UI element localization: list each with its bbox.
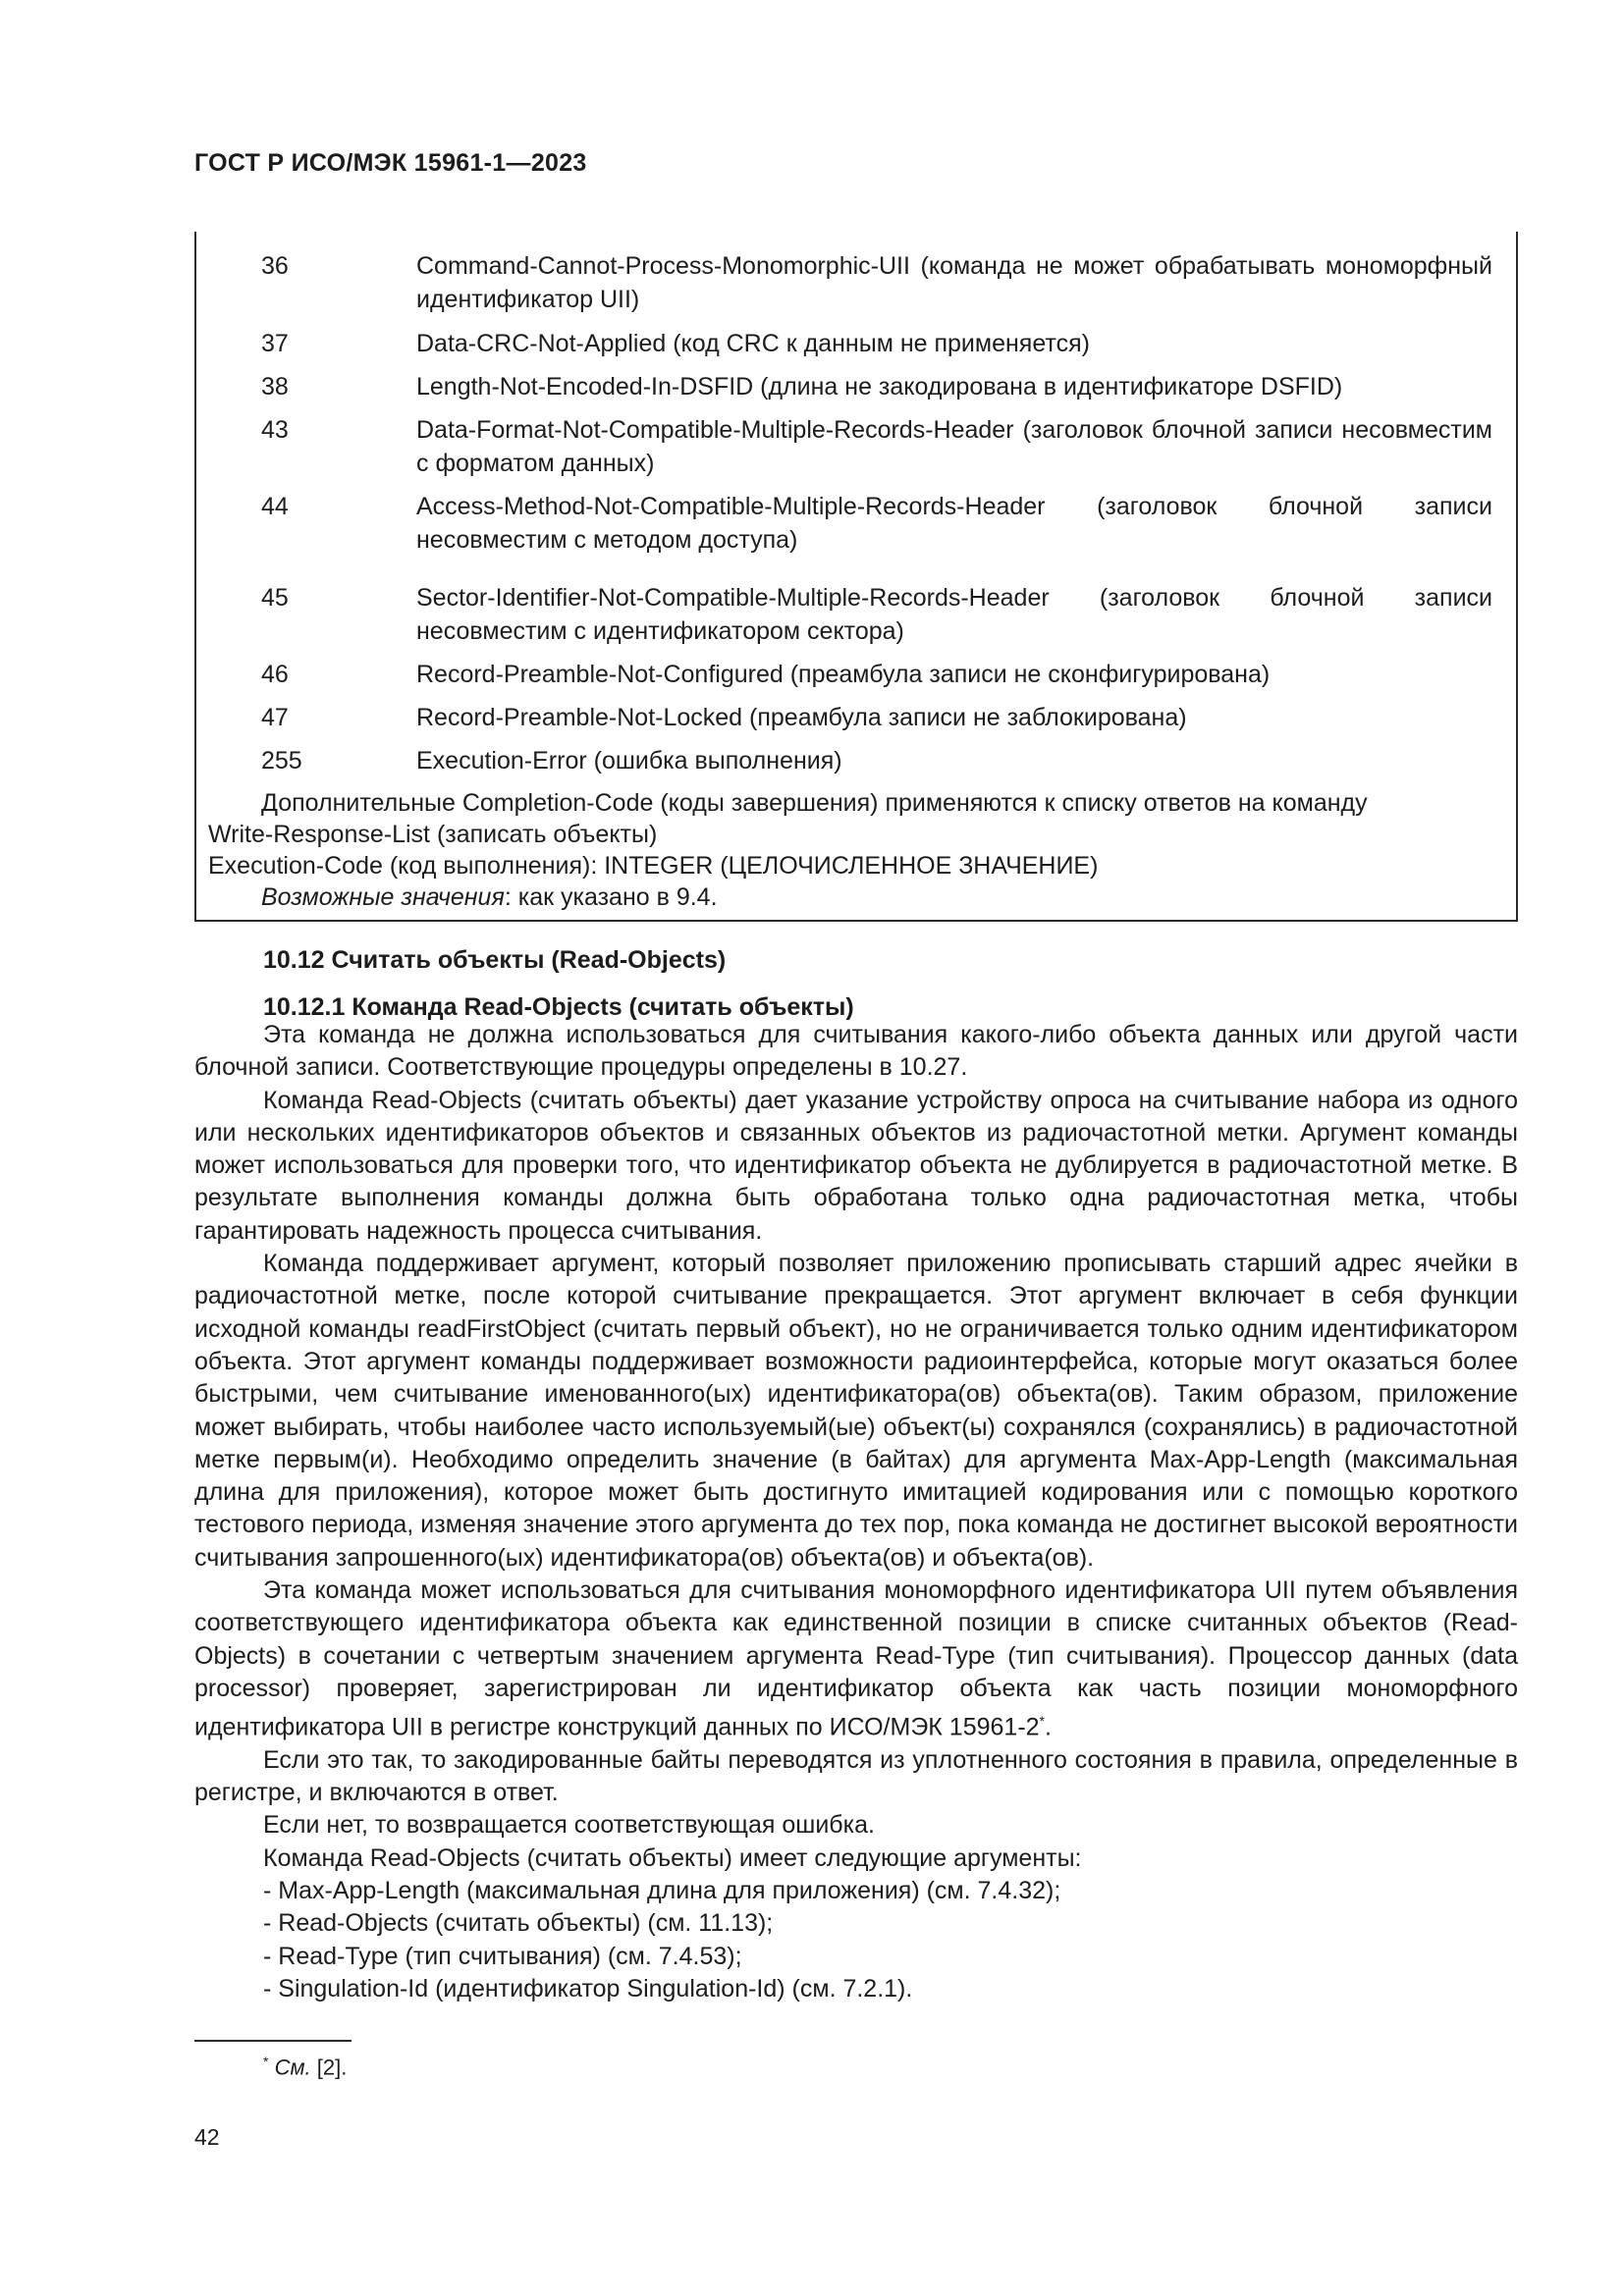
code-value: 46 — [261, 661, 289, 688]
code-description: Length-Not-Encoded-In-DSFID (длина не закодирована в идентификаторе DSFID) — [416, 373, 1343, 400]
code-value: 43 — [261, 416, 289, 444]
additional-codes-text: Дополнительные Completion-Code (коды завершения) применяются к списку ответов на команду — [261, 789, 1368, 817]
execution-code-text: Execution-Code (код выполнения): INTEGER (ЦЕЛОЧИСЛЕННОЕ ЗНАЧЕНИЕ) — [208, 852, 1099, 880]
paragraph: Если нет, то возвращается соответствующая ошибка. — [263, 1811, 875, 1840]
footnote-divider — [194, 2040, 352, 2042]
paragraph: Команда Read-Objects (считать объекты) дает указание устройству опроса на считывание набора из одного или нескольких идентификаторов объектов и связанных объектов из радиочастотной метки. Аргумент команды может использоваться для проверки того, что идентификатор объекта не дублируется в радиочастотной метке. В результате выполнения команды должна быть обработана только одна радиочастотная метка, чтобы гарантировать надежность процесса считывания. — [194, 1086, 1518, 1245]
paragraph: Если это так, то закодированные байты переводятся из уплотненного состояния в правила, определенные в регистре, и включаются в ответ. — [194, 1745, 1518, 1807]
code-description: Data-CRC-Not-Applied (код CRC к данным не применяется) — [416, 330, 1090, 357]
possible-values-text — [261, 881, 718, 913]
code-description: Record-Preamble-Not-Locked (преамбула записи не заблокирована) — [416, 704, 1187, 731]
paragraph: Эта команда не должна использоваться для считывания какого-либо объекта данных или другой части блочной записи. Соответствующие процедуры определены в 10.27. — [194, 1021, 1518, 1082]
footnote-mark: * — [263, 2054, 269, 2069]
code-description: Command-Cannot-Process-Monomorphic-UII (команда не может обрабатывать мономорфный идентификатор UII) — [416, 252, 1492, 313]
list-item: - Singulation-Id (идентификатор Singulation-Id) (см. 7.2.1). — [263, 1974, 913, 2002]
code-value: 47 — [261, 704, 289, 731]
possible-values-rest: : как указано в 9.4. — [504, 883, 718, 911]
code-value: 37 — [261, 330, 289, 357]
code-value: 38 — [261, 373, 289, 400]
paragraph: Эта команда может использоваться для считывания мономорфного идентификатора UII путем объявления соответствующего идентификатора объекта как единственной позиции в списке считанных объектов (Read-Objects) в сочетании с четвертым значением аргумента Read-Type (тип считывания). Процессор данных (data processor) проверяет, зарегистрирован ли идентификатор объекта как часть позиции мономорфного идентификатора UII в регистре конструкций данных по ИСО/МЭК 15961-2*. — [194, 1576, 1518, 1741]
code-value: 44 — [261, 493, 289, 520]
additional-codes-text-cont: Write-Response-List (записать объекты) — [208, 821, 658, 848]
list-item: - Read-Type (тип считывания) (см. 7.4.53); — [263, 1942, 742, 1970]
code-value: 36 — [261, 252, 289, 280]
paragraph: Команда Read-Objects (считать объекты) имеет следующие аргументы: — [263, 1843, 1082, 1872]
footnote-label: См. — [274, 2055, 311, 2080]
footnote-marker: * — [1039, 1713, 1045, 1730]
code-value: 255 — [261, 747, 302, 774]
subsection-title: 10.12.1 Команда Read-Objects (считать объекты) — [263, 993, 854, 1021]
section-body — [194, 1019, 1518, 2005]
code-value: 45 — [261, 584, 289, 612]
footnote — [263, 2054, 347, 2080]
section-title: 10.12 Считать объекты (Read-Objects) — [263, 946, 727, 974]
page-number: 42 — [194, 2124, 220, 2150]
code-description: Access-Method-Not-Compatible-Multiple-Records-Header (заголовок блочной записи несовместим с методом доступа) — [416, 493, 1492, 554]
code-description: Data-Format-Not-Compatible-Multiple-Records-Header (заголовок блочной записи несовместим с форматом данных) — [416, 416, 1492, 477]
code-description: Sector-Identifier-Not-Compatible-Multiple-Records-Header (заголовок блочной записи несовместим с идентификатором сектора) — [416, 584, 1492, 645]
document-header: ГОСТ Р ИСО/МЭК 15961-1—2023 — [194, 149, 587, 177]
code-description: Record-Preamble-Not-Configured (преамбула записи не сконфигурирована) — [416, 661, 1271, 688]
footnote-ref: [2]. — [310, 2055, 348, 2080]
possible-values-label: Возможные значения — [261, 883, 505, 911]
list-item: - Read-Objects (считать объекты) (см. 11.13); — [263, 1909, 774, 1938]
paragraph-text: Эта команда может использоваться для считывания мономорфного идентификатора UII путем объявления соответствующего идентификатора объекта как единственной позиции в списке считанных объектов (Read-Objects) в сочетании с четвертым значением аргумента Read-Type (тип считывания). Процессор данных (data processor) проверяет, зарегистрирован ли идентификатор объекта как часть позиции мономорфного идентификатора UII в регистре конструкций данных по ИСО/МЭК 15961-2 — [194, 1576, 1518, 1741]
paragraph: Команда поддерживает аргумент, который позволяет приложению прописывать старший адрес ячейки в радиочастотной метке, после которой считывание прекращается. Этот аргумент включает в себя функции исходной команды readFirstObject (считать первый объект), но не ограничивается только одним идентификатором объекта. Этот аргумент команды поддерживает возможности радиоинтерфейса, которые могут оказаться более быстрыми, чем считывание именованного(ых) идентификатора(ов) объекта(ов). Таким образом, приложение может выбирать, чтобы наиболее часто используемый(ые) объект(ы) сохранялся (сохранялись) в радиочастотной метке первым(и). Необходимо определить значение (в байтах) для аргумента Max-App-Length (максимальная длина для приложения), которое может быть достигнуто имитацией кодирования или с помощью короткого тестового периода, изменяя значение этого аргумента до тех пор, пока команда не достигнет высокой вероятности считывания запрошенного(ых) идентификатора(ов) объекта(ов) и объекта(ов). — [194, 1250, 1518, 1572]
code-description: Execution-Error (ошибка выполнения) — [416, 747, 842, 774]
completion-code-box — [194, 232, 1518, 922]
list-item: - Max-App-Length (максимальная длина для приложения) (см. 7.4.32); — [263, 1877, 1061, 1905]
